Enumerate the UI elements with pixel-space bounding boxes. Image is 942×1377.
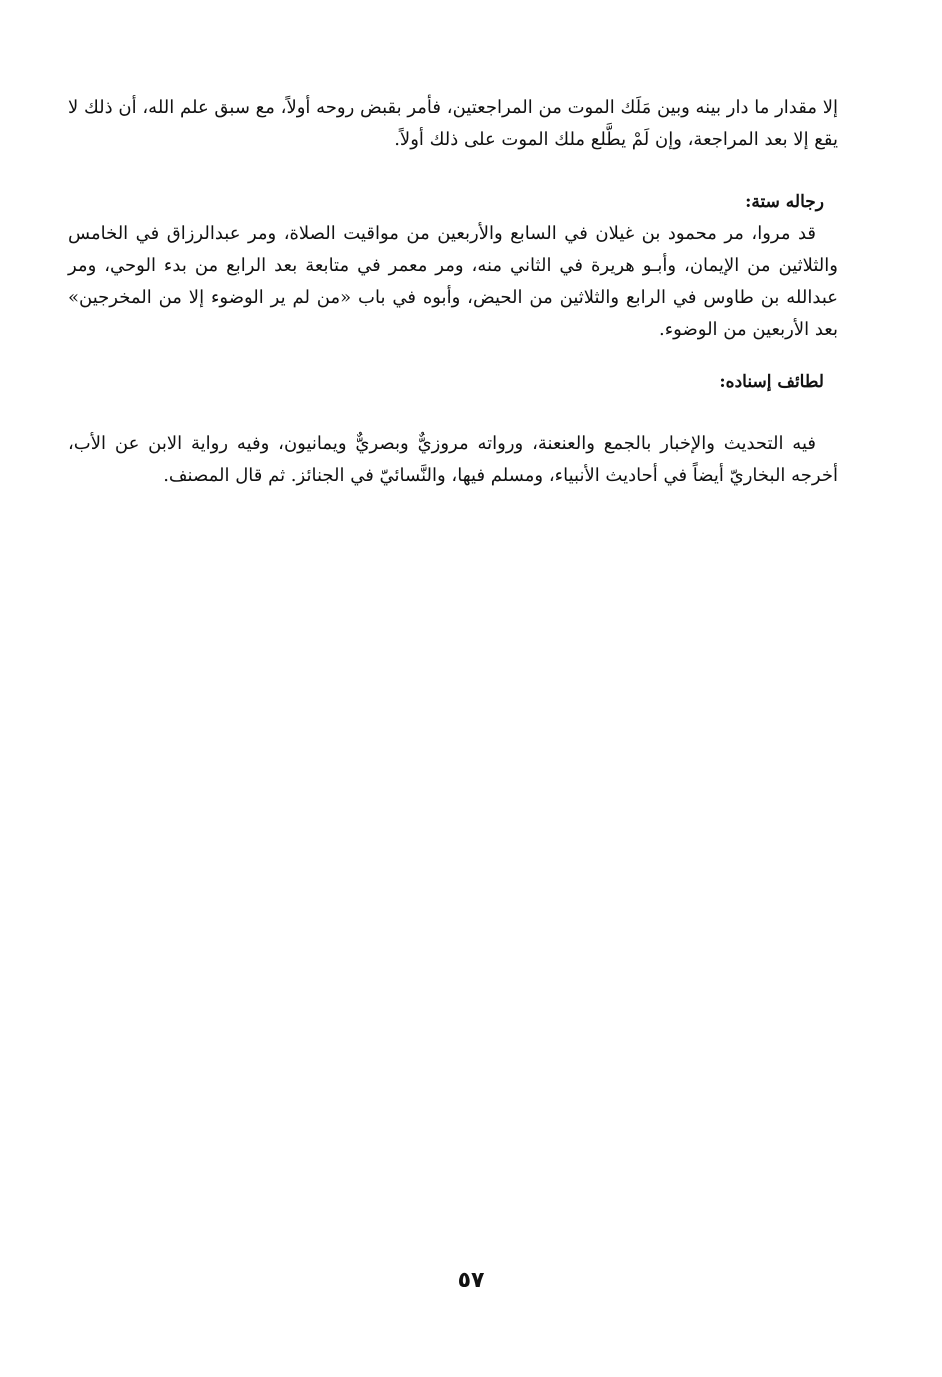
paragraph-isnad: فيه التحديث والإخبار بالجمع والعنعنة، ورواته مروزيٌّ وبصريٌّ ويمانيون، وفيه رواية الابن عن الأب، أخرجه البخاريّ أيضاً في أحاديث الأنبياء، ومسلم فيها، والنَّسائيّ في الجنائز. ثم قال المصنف. <box>68 433 838 486</box>
paragraph-intro: إلا مقدار ما دار بينه وبين مَلَك الموت من المراجعتين، فأمر بقبض روحه أولاً، مع سبق علم الله، أن ذلك لا يقع إلا بعد المراجعة، وإن لَمْ يطَّلع ملك الموت على ذلك أولاً. <box>68 97 838 150</box>
heading-isnad-subtleties: لطائف إسناده: <box>719 372 824 392</box>
page-number: ٥٧ <box>457 1268 485 1293</box>
page-body <box>68 92 838 492</box>
heading-narrators: رجاله ستة: <box>745 192 824 212</box>
paragraph-narrators: قد مروا، مر محمود بن غيلان في السابع والأربعين من مواقيت الصلاة، ومر عبدالرزاق في الخامس والثلاثين من الإيمان، وأبـو هريرة في الثاني منه، ومر معمر في متابعة بعد الرابع من بدء الوحي، ومر عبدالله بن طاوس في الرابع والثلاثين من الحيض، وأبوه في باب «من لم ير الوضوء إلا من المخرجين» بعد الأربعين من الوضوء. <box>68 223 838 340</box>
